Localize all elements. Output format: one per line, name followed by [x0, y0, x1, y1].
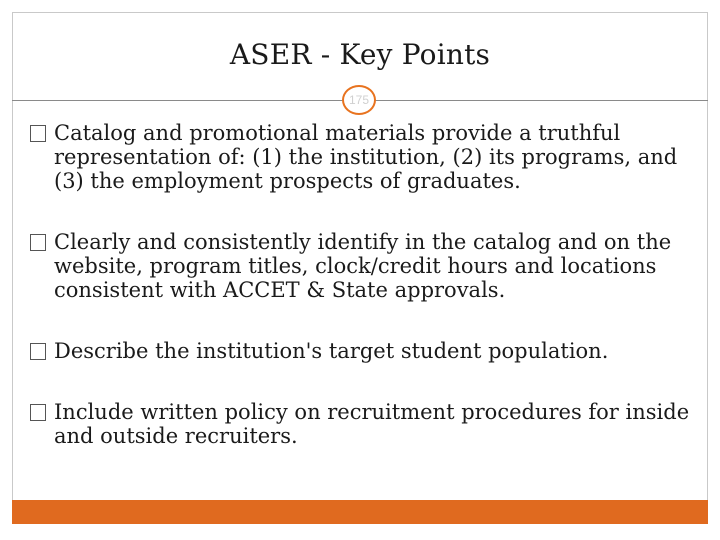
bullet-item — [30, 121, 700, 193]
square-bullet-icon — [30, 125, 46, 142]
bullet-list — [30, 121, 700, 485]
slide-number-badge: 175 — [342, 85, 376, 115]
bullet-item — [30, 339, 700, 363]
bullet-item — [30, 230, 700, 302]
square-bullet-icon — [30, 343, 46, 360]
bullet-text: Catalog and promotional materials provide a truthful representation of: (1) the institution, (2) its programs, and (3) the employment prospects of graduates. — [54, 121, 678, 193]
bullet-text: Describe the institution's target student population. — [54, 339, 609, 363]
bullet-text: Clearly and consistently identify in the catalog and on the website, program titles, clock/credit hours and locations consistent with ACCET & State approvals. — [54, 230, 672, 302]
square-bullet-icon — [30, 234, 46, 251]
slide-title: ASER - Key Points — [229, 38, 491, 71]
square-bullet-icon — [30, 404, 46, 421]
footer-accent-bar — [12, 500, 708, 524]
bullet-text: Include written policy on recruitment procedures for inside and outside recruiters. — [54, 400, 690, 448]
bullet-item — [30, 400, 700, 448]
